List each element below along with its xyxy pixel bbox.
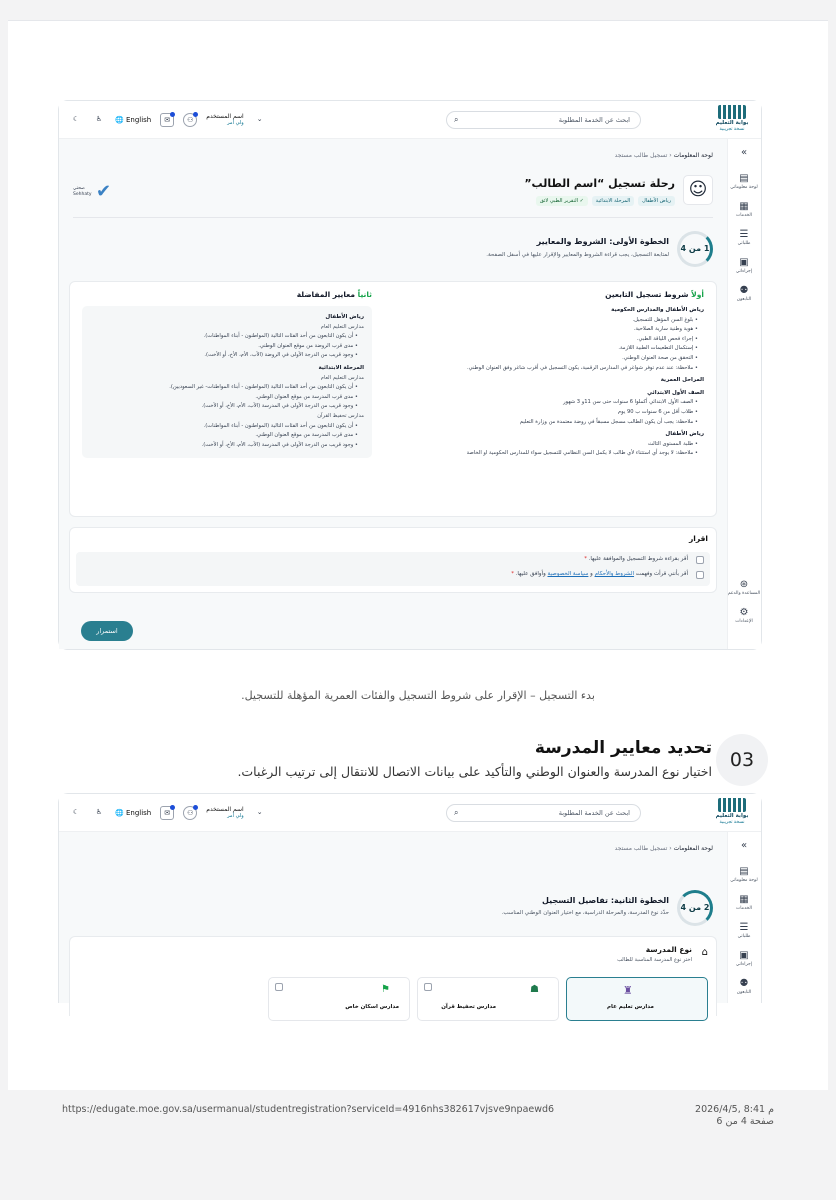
tag-medical: ✓ التقرير الطبي لائق: [536, 196, 588, 206]
rule-item: • أن يكون التابعون من أحد الفئات التالية (المواطنون - أبناء المواطنات).: [90, 332, 364, 342]
services-icon: ▦: [739, 894, 749, 905]
rule-item: • وجود قريب من الدرجة الأولى في الروضة (الأب، الأم، الأخ، أو الأخت).: [90, 351, 364, 361]
rule-item: • ملاحظة: يجب أن يكون الطالب مسجل مسبقاً في روضة معتمدة من وزارة التعليم: [414, 418, 704, 428]
rules-card: [69, 281, 717, 517]
screenshot-step2: [58, 793, 762, 1010]
rule-item: • إجراء فحص اللياقة الطبي.: [414, 335, 704, 345]
nav-item-dependents[interactable]: [727, 978, 761, 996]
procedures-icon: ▣: [739, 950, 749, 961]
dark-mode-icon[interactable]: ☾: [72, 115, 80, 123]
ack-label-1: [584, 556, 688, 562]
user-menu[interactable]: [206, 806, 243, 820]
rule-item: • طلاب أقل من 6 سنوات ب 90 يوم: [414, 408, 704, 418]
rule-heading: رياض الأطفال: [325, 314, 364, 320]
messages-icon[interactable]: ✉: [160, 806, 174, 820]
privacy-link[interactable]: سياسة الخصوصية: [547, 571, 589, 577]
required-mark: *: [584, 556, 587, 562]
rule-item: • مدى قرب الروضة من موقع العنوان الوطني.: [90, 342, 364, 352]
rule-subheading: مدارس التعليم العام: [320, 323, 364, 330]
breadcrumb: [615, 845, 713, 852]
terms-link[interactable]: الشروط والأحكام: [594, 571, 635, 577]
tag: المرحلة الابتدائية: [592, 196, 634, 206]
ack-text-2-end: وأوافق عليها.: [515, 571, 546, 577]
registration-conditions: [414, 290, 704, 459]
breadcrumb-home[interactable]: لوحة المعلومات: [673, 152, 713, 159]
nav-item-dependents[interactable]: [727, 285, 761, 303]
screenshot-step1: [58, 100, 762, 650]
requests-icon: ☰: [739, 229, 749, 240]
journey-tags: [536, 196, 675, 206]
rule-heading: رياض الأطفال والمدارس الحكومية: [611, 307, 704, 313]
switch-account-icon[interactable]: ⚇: [183, 806, 197, 820]
quran-school-icon: ☗: [530, 984, 539, 995]
conditions-title-text: شروط تسجيل التابعين: [605, 290, 689, 299]
step-subtitle: لمتابعة التسجيل، يجب قراءة الشروط والمعايير والإقرار عليها في أسفل الصفحة.: [486, 252, 669, 258]
acknowledgement-card: [69, 527, 717, 593]
chevron-down-icon[interactable]: ⌄: [256, 808, 263, 816]
nav-item-services[interactable]: [727, 201, 761, 219]
nav-item-requests[interactable]: [727, 922, 761, 940]
ack-checkbox-terms-read[interactable]: [696, 556, 704, 564]
search-icon: ⌕: [454, 115, 459, 124]
side-nav: [727, 139, 761, 649]
procedures-icon: ▣: [739, 257, 749, 268]
ministry-logo-icon: [718, 105, 746, 119]
language-toggle[interactable]: 🌐 English: [115, 116, 152, 124]
services-icon: ▦: [739, 201, 749, 212]
conditions-number: أولاً: [691, 290, 704, 299]
help-icon: ⊛: [739, 579, 749, 590]
section-title: تحديد معايير المدرسة: [534, 738, 712, 758]
nav-label: التابعون: [736, 990, 752, 995]
option-checkbox[interactable]: [424, 983, 432, 991]
step-progress-label: 1 من 4: [680, 244, 710, 253]
dark-mode-icon[interactable]: ☾: [72, 808, 80, 816]
accessibility-icon[interactable]: ♿: [95, 115, 103, 123]
search-placeholder: ابحث عن الخدمة المطلوبة: [558, 116, 630, 124]
step-progress-ring: [677, 231, 713, 267]
requests-icon: ☰: [739, 922, 749, 933]
preference-criteria: [82, 290, 372, 458]
option-label: مدارس تحفيظ قرآن: [441, 1004, 496, 1010]
breadcrumb-home[interactable]: لوحة المعلومات: [673, 845, 713, 852]
school-building-icon: ⌂: [701, 947, 708, 958]
rule-subheading: مدارس تحفيظ القرآن: [317, 412, 364, 419]
option-label: مدارس اسكان خاص: [345, 1004, 399, 1010]
toolbar-tools: [69, 804, 267, 822]
top-bar: [59, 101, 761, 139]
nav-item-services[interactable]: [727, 894, 761, 912]
chevron-left-icon: ‹: [667, 845, 672, 852]
journey-title: رحلة تسجيل “اسم الطالب”: [524, 177, 675, 190]
collapse-nav-button[interactable]: [727, 147, 761, 159]
search-icon: ⌕: [454, 808, 459, 817]
rule-heading: المراحل العمرية: [660, 377, 704, 384]
nav-label: إجراءاتي: [735, 269, 753, 274]
flag-icon: ⚑: [381, 984, 390, 995]
breadcrumb-current: تسجيل طالب مستجد: [614, 845, 668, 852]
sehhaty-check-icon: ✔: [96, 181, 112, 202]
main-area: [59, 139, 727, 649]
step-title: الخطوة الأولى: الشروط والمعايير: [536, 237, 669, 246]
rule-item: • الصف الأول الابتدائي أكملوا 6 سنوات حتى سن 11و 3 شهور: [414, 398, 704, 408]
tag-medical-label: التقرير الطبي لائق: [539, 198, 579, 204]
ack-text-2: أقر بأنني قرأت وفهمت: [635, 571, 688, 577]
rule-item: • مدى قرب المدرسة من موقع العنوان الوطني.: [90, 393, 364, 403]
nav-label: طلباتي: [737, 241, 751, 246]
language-label: English: [125, 116, 152, 124]
rule-item: • ملاحظة: عند عدم توفر شواغر في المدارس الرقمية، يكون التسجيل في أقرب شاغر وفق العنوان الوطني.: [414, 364, 704, 374]
double-chevron-icon: »: [740, 147, 748, 158]
criteria-box: [82, 306, 372, 458]
school-option-quran[interactable]: [417, 977, 559, 1021]
required-mark: *: [511, 571, 514, 577]
ministry-logo-icon: [718, 798, 746, 812]
language-label: English: [125, 809, 152, 817]
breadcrumb: [615, 152, 713, 159]
nav-label: لوحة معلوماتي: [730, 185, 758, 190]
user-name: اسم المستخدم: [206, 113, 244, 120]
ack-text-1: أقر بقراءة شروط التسجيل والموافقة عليها.: [588, 556, 688, 562]
top-bar: [59, 794, 761, 832]
sehhaty-label: صحتي Sehhaty: [73, 185, 92, 197]
search-input[interactable]: [446, 111, 641, 129]
nav-item-dashboard[interactable]: [727, 173, 761, 191]
rule-item: • وجود قريب من الدرجة الأولى في المدرسة (الأب، الأم، الأخ، أو الأخت).: [90, 402, 364, 412]
nav-label: الإعدادات: [735, 619, 753, 624]
nav-item-dashboard[interactable]: [727, 866, 761, 884]
brand-title: بوابة التعليم: [715, 813, 749, 819]
criteria-title: [82, 290, 372, 299]
language-toggle[interactable]: 🌐 English: [115, 809, 152, 817]
ack-checkbox-terms-privacy[interactable]: [696, 571, 704, 579]
nav-item-procedures[interactable]: [727, 950, 761, 968]
page-url: https://edugate.moe.gov.sa/usermanual/studentregistration?serviceId=4916nhs382617vjsve9npaewd6: [62, 1104, 555, 1115]
main-area: [59, 832, 727, 1010]
rule-item: • أن يكون التابعون من أحد الفئات التالية (المواطنون - أبناء المواطنات- غير السعوديين).: [90, 383, 364, 393]
ack-and: و: [590, 571, 593, 577]
user-role: ولي أمر: [227, 813, 244, 819]
double-chevron-icon: »: [740, 840, 748, 851]
nav-label: الخدمات: [736, 906, 752, 911]
ack-title: اقرار: [688, 534, 708, 543]
conditions-list: [414, 306, 704, 459]
section-description: اختيار نوع المدرسة والعنوان الوطني والتأكيد على بيانات الاتصال للانتقال إلى ترتيب الرغبات.: [237, 764, 712, 779]
toolbar-tools: [69, 111, 267, 129]
gear-icon: ⚙: [739, 607, 749, 618]
school-option-private-housing[interactable]: [268, 977, 410, 1021]
rule-item: • التحقق من صحة العنوان الوطني.: [414, 354, 704, 364]
rule-heading: الصف الأول الابتدائي: [647, 389, 704, 396]
brand-subtitle: نسخة تجريبية: [719, 820, 745, 825]
print-datetime: 2026/4/5, 8:41 م: [695, 1104, 774, 1115]
accessibility-icon[interactable]: ♿: [95, 808, 103, 816]
brand-logo[interactable]: [709, 798, 755, 826]
collapse-nav-button[interactable]: [727, 840, 761, 852]
search-input[interactable]: [446, 804, 641, 822]
dashboard-icon: ▤: [739, 866, 749, 877]
school-type-subtitle: اختر نوع المدرسة المناسبة للطالب: [617, 957, 692, 963]
user-menu[interactable]: [206, 113, 243, 127]
ack-options: [76, 552, 710, 586]
nav-item-help[interactable]: [727, 579, 761, 597]
nav-label: إجراءاتي: [735, 962, 753, 967]
sehhaty-logo: [73, 181, 111, 202]
messages-icon[interactable]: ✉: [160, 113, 174, 127]
user-role: ولي أمر: [227, 120, 244, 126]
ack-label-2: [511, 571, 688, 577]
figure-caption: بدء التسجيل – الإقرار على شروط التسجيل والفئات العمرية المؤهلة للتسجيل.: [241, 689, 595, 702]
nav-label: الخدمات: [736, 213, 752, 218]
nav-label: المساعدة والدعم: [727, 591, 761, 596]
nav-item-requests[interactable]: [727, 229, 761, 247]
conditions-title: [414, 290, 704, 299]
nav-item-procedures[interactable]: [727, 257, 761, 275]
student-avatar: ☺: [683, 175, 713, 205]
user-name: اسم المستخدم: [206, 806, 244, 813]
rule-item: • ملاحظة: لا يوجد أي استثناء لأي طالب لا يكمل السن النظامي للتسجيل سواء للمدارس الحكومية او الخاصة: [414, 449, 704, 459]
rule-item: • إستكمال التطعيمات الطبية اللازمة.: [414, 344, 704, 354]
rule-item: • مدى قرب المدرسة من موقع العنوان الوطني.: [90, 431, 364, 441]
brand-logo[interactable]: [709, 105, 755, 133]
dashboard-icon: ▤: [739, 173, 749, 184]
tag: رياض الأطفال: [638, 196, 675, 206]
step-progress-label: 2 من 4: [680, 903, 710, 912]
nav-label: لوحة معلوماتي: [730, 878, 758, 883]
dependents-icon: ⚉: [739, 285, 749, 296]
rule-item: • بلوغ السن المؤهل للتسجيل.: [414, 316, 704, 326]
rule-item: • هوية وطنية سارية الصلاحية.: [414, 325, 704, 335]
criteria-title-text: معايير المفاضلة: [296, 290, 356, 299]
criteria-number: ثانياً: [357, 290, 372, 299]
step-title: الخطوة الثانية: تفاصيل التسجيل: [542, 896, 669, 905]
side-nav: [727, 832, 761, 1003]
general-school-icon: ♜: [623, 984, 633, 997]
breadcrumb-current: تسجيل طالب مستجد: [614, 152, 668, 159]
continue-button[interactable]: استمرار: [81, 621, 133, 641]
nav-label: التابعون: [736, 297, 752, 302]
rule-heading: رياض الأطفال: [665, 431, 704, 438]
divider: [73, 217, 713, 218]
school-type-title: نوع المدرسة: [645, 945, 692, 954]
rule-item: • طلبة المستوى الثالث: [414, 440, 704, 450]
chevron-left-icon: ‹: [667, 152, 672, 159]
step-subtitle: حدّد نوع المدرسة، والمرحلة الدراسية، مع اختيار العنوان الوطني المناسب.: [501, 910, 669, 916]
school-type-card: [69, 936, 717, 1016]
rule-item: • أن يكون التابعون من أحد الفئات التالية (المواطنون - أبناء المواطنات).: [90, 422, 364, 432]
option-checkbox[interactable]: [275, 983, 283, 991]
brand-title: بوابة التعليم: [715, 120, 749, 126]
chevron-down-icon[interactable]: ⌄: [256, 115, 263, 123]
nav-label: طلباتي: [737, 934, 751, 939]
rule-item: • وجود قريب من الدرجة الأولى في المدرسة (الأب، الأم، الأخ، أو الأخت).: [90, 441, 364, 451]
section-number: 03: [716, 734, 768, 786]
step-progress-ring: [677, 890, 713, 926]
rule-subheading: مدارس التعليم العام: [320, 374, 364, 381]
nav-item-settings[interactable]: [727, 607, 761, 625]
print-info: [695, 1104, 774, 1128]
page-number: صفحة 4 من 6: [716, 1116, 774, 1127]
brand-subtitle: نسخة تجريبية: [719, 127, 745, 132]
switch-account-icon[interactable]: ⚇: [183, 113, 197, 127]
option-label: مدارس تعليم عام: [607, 1004, 654, 1010]
search-placeholder: ابحث عن الخدمة المطلوبة: [558, 809, 630, 817]
dependents-icon: ⚉: [739, 978, 749, 989]
rule-heading: المرحلة الابتدائية: [318, 364, 364, 371]
school-option-general[interactable]: [566, 977, 708, 1021]
